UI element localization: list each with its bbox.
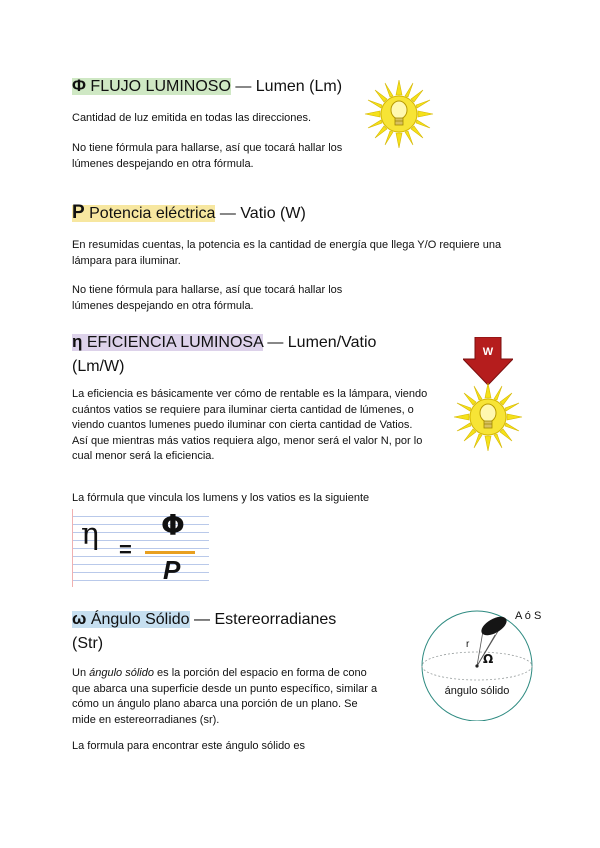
diagram-caption: ángulo sólido <box>444 685 510 697</box>
potencia-description <box>72 238 501 269</box>
angulo-p1-prefix: Un <box>72 667 90 679</box>
flujo-p2b: lúmenes despejando en otra fórmula. <box>72 157 254 170</box>
flujo-description <box>72 111 311 127</box>
angulo-note <box>72 739 305 755</box>
potencia-p1b: lámpara para iluminar. <box>72 254 181 267</box>
flujo-p2a: No tiene fórmula para hallarse, así que tocará hallar los <box>72 142 343 154</box>
potencia-p2b: lúmenes despejando en otra fórmula. <box>72 299 254 312</box>
formula-equals: = <box>119 537 132 562</box>
eficiencia-description <box>72 387 427 465</box>
omega-symbol: ω <box>72 609 87 628</box>
heading-flujo <box>72 74 342 99</box>
heading-eficiencia-unit2: (Lm/W) <box>72 358 125 375</box>
potencia-note <box>72 283 342 314</box>
angulo-line: cómo un ángulo plano abarca una porción de un plano. Se <box>72 698 358 710</box>
solid-angle-diagram <box>407 603 557 721</box>
formula-numerator: Φ <box>161 509 185 542</box>
heading-potencia <box>72 201 306 226</box>
heading-angulo <box>72 607 402 656</box>
arrow-label: W <box>482 346 494 358</box>
p-symbol: P <box>72 202 85 223</box>
eficiencia-line: viendo cuantos lumenes puedo iluminar con cierta cantidad de Vatios. <box>72 419 413 431</box>
radius-label: r <box>466 639 470 650</box>
eficiencia-line: La eficiencia es básicamente ver cómo de rentable es la lámpara, viendo <box>72 388 428 400</box>
angulo-description <box>72 666 377 728</box>
eficiencia-line: Así que mientras más vatios requiera algo, menor será el valor N, por lo <box>72 434 423 447</box>
heading-angulo-unit: — Estereorradianes <box>189 611 337 628</box>
eficiencia-line: cuántos vatios se requiere para iluminar cierta cantidad de lúmenes, o <box>72 403 414 416</box>
angulo-p1-rest: es la porción del espacio en forma de cono <box>153 667 367 679</box>
phi-symbol: Φ <box>72 76 86 95</box>
formula-denominator: P <box>163 555 181 585</box>
lightbulb-sun-icon <box>364 79 434 149</box>
angulo-p1-italic: ángulo sólido <box>89 667 154 679</box>
potencia-p1a: En resumidas cuentas, la potencia es la cantidad de energía que llega Y/O requiere una <box>72 239 502 251</box>
heading-flujo-unit: — Lumen (Lm) <box>230 78 343 95</box>
heading-eficiencia-title: EFICIENCIA LUMINOSA <box>82 334 263 351</box>
lightbulb-sun-icon <box>453 382 523 452</box>
angulo-line: mide en estereorradianes (sr). <box>72 713 220 726</box>
omega-label: Ω <box>483 652 494 666</box>
heading-eficiencia-unit: — Lumen/Vatio <box>262 334 377 351</box>
angulo-line: que abarca una superficie desde un punto específico, similar a <box>72 682 378 695</box>
potencia-p2a: No tiene fórmula para hallarse, así que tocará hallar los <box>72 284 343 296</box>
heading-angulo-unit2: (Str) <box>72 635 104 652</box>
angulo-line-first <box>72 666 377 682</box>
formula-eta: η <box>81 517 99 552</box>
watt-arrow-icon <box>463 337 513 385</box>
formula-fraction-bar <box>145 551 195 554</box>
flujo-p1: Cantidad de luz emitida en todas las direcciones. <box>72 112 312 124</box>
efficiency-formula <box>72 509 209 587</box>
heading-potencia-unit: — Vatio (W) <box>215 205 306 222</box>
eficiencia-line: cual menor será la eficiencia. <box>72 450 215 462</box>
heading-potencia-title: Potencia eléctrica <box>84 205 216 222</box>
eta-symbol: η <box>72 332 83 351</box>
formula-intro <box>72 491 369 507</box>
corner-label: A ó S <box>515 610 542 622</box>
heading-eficiencia <box>72 330 402 379</box>
heading-flujo-title: FLUJO LUMINOSO <box>90 78 231 95</box>
flujo-note <box>72 141 342 172</box>
formula-intro-text: La fórmula que vincula los lumens y los vatios es la siguiente <box>72 492 370 504</box>
angulo-p2: La formula para encontrar este ángulo sólido es <box>72 740 305 752</box>
heading-angulo-title: Ángulo Sólido <box>86 611 190 628</box>
